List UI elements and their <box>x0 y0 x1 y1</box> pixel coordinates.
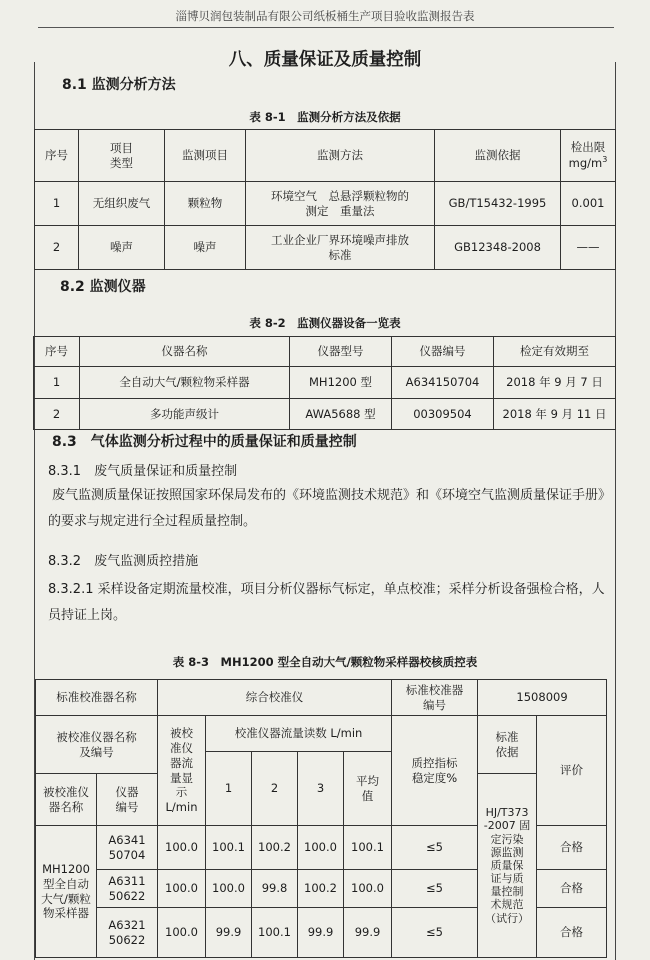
chapter-title: 八、质量保证及质量控制 <box>228 50 422 70</box>
t3-qc-label: 质控指标 稳定度% <box>392 716 478 826</box>
t3-r1-qc: ≤5 <box>392 826 478 870</box>
paragraph-8-3-1: 废气监测质量保证按照国家环保局发布的《环境监测技术规范》和《环境空气监测质量保证手册》的要求与规定进行全过程质量控制。 <box>48 488 612 529</box>
t3-inst-no-label: 仪器 编号 <box>97 774 158 826</box>
t3-reading-1-label: 1 <box>206 752 252 826</box>
table-8-3-caption: 表 8-3 MH1200 型全自动大气/颗粒物采样器校核质控表 <box>172 655 478 669</box>
t3-reading-3-label: 3 <box>298 752 344 826</box>
t1-r2-type: 噪声 <box>79 226 165 270</box>
t3-avg-label: 平均 值 <box>344 752 392 826</box>
t3-r2-qc: ≤5 <box>392 870 478 908</box>
t3-r1-avg: 100.1 <box>344 826 392 870</box>
t2-r2-name: 多功能声级计 <box>80 399 290 430</box>
t2-head-no: 序号 <box>34 337 80 367</box>
t1-head-limit <box>561 130 616 182</box>
t3-r1-read2: 100.2 <box>252 826 298 870</box>
t3-r2-read2: 99.8 <box>252 870 298 908</box>
t2-head-model: 仪器型号 <box>290 337 392 367</box>
t3-eval-label: 评价 <box>537 716 607 826</box>
t3-inst-name: MH1200 型全自动 大气/颗粒 物采样器 <box>36 826 97 958</box>
t3-r2-read1: 100.0 <box>206 870 252 908</box>
t3-std-name-label: 标准校准器名称 <box>36 680 158 716</box>
t1-r1-basis: GB/T15432-1995 <box>435 182 561 226</box>
t3-r3-avg: 99.9 <box>344 908 392 958</box>
t1-r1-method: 环境空气 总悬浮颗粒物的 测定 重量法 <box>246 182 435 226</box>
t3-r2-read3: 100.2 <box>298 870 344 908</box>
table-8-1 <box>34 129 616 270</box>
t1-head-method: 监测方法 <box>246 130 435 182</box>
t3-r3-eval: 合格 <box>537 908 607 958</box>
t1-r1-no: 1 <box>35 182 79 226</box>
t2-r1-valid: 2018 年 9 月 7 日 <box>494 367 616 399</box>
t2-head-name: 仪器名称 <box>80 337 290 367</box>
t2-r2-id: 00309504 <box>392 399 494 430</box>
t1-r2-limit: —— <box>561 226 616 270</box>
t3-basis-label: 标准 依据 <box>478 716 537 774</box>
t1-r2-no: 2 <box>35 226 79 270</box>
t3-display-label: 被校 准仪 器流 量显 示 L/min <box>158 716 206 826</box>
t3-r1-no: A6341 50704 <box>97 826 158 870</box>
t3-r3-read3: 99.9 <box>298 908 344 958</box>
t3-r3-read2: 100.1 <box>252 908 298 958</box>
t3-r1-eval: 合格 <box>537 826 607 870</box>
t1-r2-basis: GB12348-2008 <box>435 226 561 270</box>
t1-r1-limit: 0.001 <box>561 182 616 226</box>
paragraph-8-3-2-1: 8.3.2.1 采样设备定期流量校准，项目分析仪器标气标定，单点校准；采样分析设备强检合格，人员持证上岗。 <box>48 582 605 623</box>
section-8-3-heading: 8.3 气体监测分析过程中的质量保证和质量控制 <box>52 434 357 450</box>
t3-r2-disp: 100.0 <box>158 870 206 908</box>
t3-inst-name-label: 被校准仪 器名称 <box>36 774 97 826</box>
t3-r3-read1: 99.9 <box>206 908 252 958</box>
t3-inst-label: 被校准仪器名称 及编号 <box>36 716 158 774</box>
t3-r2-eval: 合格 <box>537 870 607 908</box>
table-8-3 <box>35 679 607 958</box>
t3-r3-disp: 100.0 <box>158 908 206 958</box>
t1-head-item: 监测项目 <box>165 130 246 182</box>
t2-head-valid: 检定有效期至 <box>494 337 616 367</box>
table-8-2-caption: 表 8-2 监测仪器设备一览表 <box>249 316 401 330</box>
t1-head-basis: 监测依据 <box>435 130 561 182</box>
t3-std-name: 综合校准仪 <box>158 680 392 716</box>
t1-r1-type: 无组织废气 <box>79 182 165 226</box>
table-8-2 <box>33 336 616 430</box>
unit-sup: 3 <box>602 155 608 165</box>
t1-head-type: 项目 类型 <box>79 130 165 182</box>
t1-r2-method: 工业企业厂界环境噪声排放 标准 <box>246 226 435 270</box>
t2-r1-no: 1 <box>34 367 80 399</box>
section-8-1-heading: 8.1 监测分析方法 <box>62 77 176 93</box>
t3-basis: HJ/T373 -2007 固 定污染 源监测 质量保 证与质 量控制 术规范 （试行） <box>478 774 537 958</box>
t3-std-no: 1508009 <box>478 680 607 716</box>
t3-r1-read1: 100.1 <box>206 826 252 870</box>
t2-r2-no: 2 <box>34 399 80 430</box>
t2-r1-model: MH1200 型 <box>290 367 392 399</box>
t1-limit-label: 检出限 <box>570 140 606 155</box>
t1-r2-item: 噪声 <box>165 226 246 270</box>
t3-r3-no: A6321 50622 <box>97 908 158 958</box>
header-rule <box>38 27 614 28</box>
unit-base: mg/m <box>568 155 603 170</box>
t2-r1-id: A634150704 <box>392 367 494 399</box>
t1-r1-item: 颗粒物 <box>165 182 246 226</box>
t3-r1-disp: 100.0 <box>158 826 206 870</box>
t3-r1-read3: 100.0 <box>298 826 344 870</box>
section-8-2-heading: 8.2 监测仪器 <box>60 279 146 295</box>
t3-r2-avg: 100.0 <box>344 870 392 908</box>
t2-r2-model: AWA5688 型 <box>290 399 392 430</box>
t3-std-no-label: 标准校准器 编号 <box>392 680 478 716</box>
t3-reading-label: 校准仪器流量读数 L/min <box>206 716 392 752</box>
t3-r2-no: A6311 50622 <box>97 870 158 908</box>
subsection-8-3-2: 8.3.2 废气监测质控措施 <box>48 554 199 569</box>
t3-reading-2-label: 2 <box>252 752 298 826</box>
subsection-8-3-1: 8.3.1 废气质量保证和质量控制 <box>48 464 238 479</box>
page-header: 淄博贝润包装制品有限公司纸板桶生产项目验收监测报告表 <box>175 9 475 23</box>
t3-r3-qc: ≤5 <box>392 908 478 958</box>
t2-head-id: 仪器编号 <box>392 337 494 367</box>
table-8-1-caption: 表 8-1 监测分析方法及依据 <box>249 110 401 124</box>
t1-head-no: 序号 <box>35 130 79 182</box>
t2-r1-name: 全自动大气/颗粒物采样器 <box>80 367 290 399</box>
t1-limit-unit <box>562 155 614 171</box>
t2-r2-valid: 2018 年 9 月 11 日 <box>494 399 616 430</box>
